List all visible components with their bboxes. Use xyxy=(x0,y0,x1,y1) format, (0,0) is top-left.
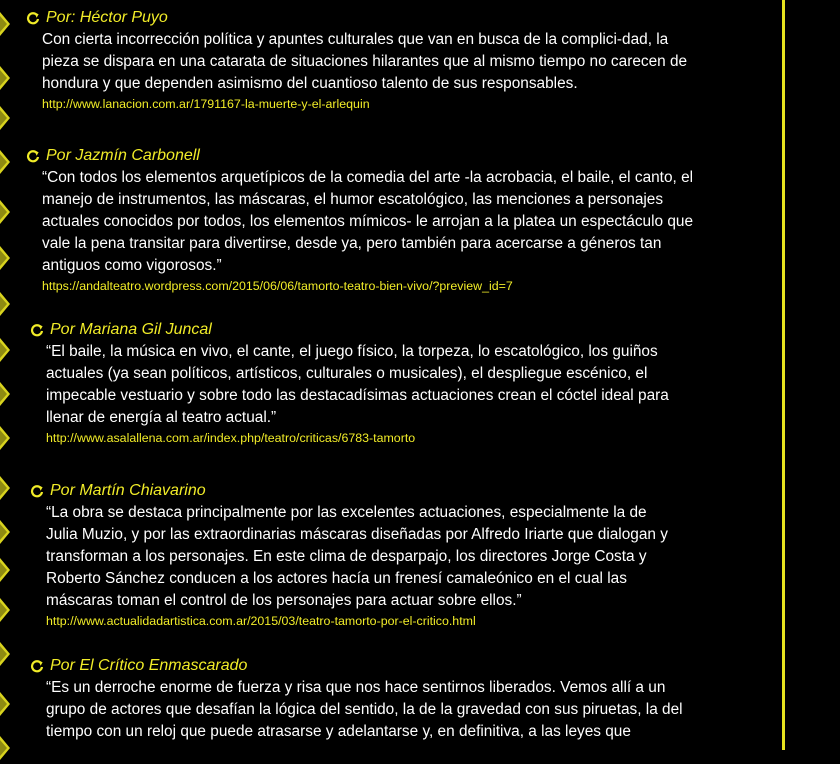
review-quote-line: “El baile, la música en vivo, el cante, el juego físico, la torpeza, lo escatológico, los guiños xyxy=(46,343,658,360)
review-quote xyxy=(42,29,687,95)
diamond-bullet-icon xyxy=(0,10,12,40)
review-author-name: Por Jazmín Carbonell xyxy=(46,147,200,164)
review-1 xyxy=(26,8,687,113)
diamond-bullet-icon xyxy=(0,556,12,586)
diamond-bullet-icon xyxy=(0,380,12,410)
review-quote-line: pieza se dispara en una catarata de situaciones hilarantes que al mismo tiempo no carecen de xyxy=(42,53,688,70)
diamond-bullet-icon xyxy=(0,518,12,548)
diamond-bullet-icon xyxy=(0,690,12,720)
diamond-bullet-icon xyxy=(0,734,12,764)
review-quote xyxy=(46,677,683,743)
review-quote xyxy=(42,167,693,277)
review-quote xyxy=(46,341,669,429)
review-author xyxy=(30,320,669,340)
review-quote-line: Con cierta incorrección política y apuntes culturales que van en busca de la complici-dad, la xyxy=(42,31,669,48)
review-quote-line: antiguos como vigorosos.” xyxy=(42,257,222,274)
review-source-link[interactable]: http://www.lanacion.com.ar/1791167-la-muerte-y-el-arlequin xyxy=(42,97,370,111)
review-quote-line: tiempo con un reloj que puede atrasarse y adelantarse y, en definitiva, a las leyes que xyxy=(46,723,631,740)
review-quote-line: “La obra se destaca principalmente por las excelentes actuaciones, especialmente la de xyxy=(46,504,647,521)
review-quote-line: grupo de actores que desafían la lógica del sentido, la de la gravedad con sus piruetas, la del xyxy=(46,701,683,718)
refresh-arrow-icon xyxy=(30,484,44,498)
review-source-link[interactable]: http://www.actualidadartistica.com.ar/2015/03/teatro-tamorto-por-el-critico.html xyxy=(46,614,476,628)
review-quote-line: actuales conocidos por todos, los elementos mímicos- le arrojan a la platea un espectáculo que xyxy=(42,213,694,230)
review-quote-line: hondura y que dependen asimismo del cuantioso talento de sus responsables. xyxy=(42,75,578,92)
refresh-arrow-icon xyxy=(30,323,44,337)
diamond-bullet-icon xyxy=(0,474,12,504)
review-author-name: Por Mariana Gil Juncal xyxy=(50,321,212,338)
review-quote xyxy=(46,502,668,612)
review-quote-line: impecable vestuario y sobre todo las destacadísimas actuaciones crean el cóctel ideal para xyxy=(46,387,669,404)
review-5 xyxy=(30,656,683,743)
review-quote-line: Julia Muzio, y por las extraordinarias máscaras diseñadas por Alfredo Iriarte que dialogan y xyxy=(46,526,668,543)
vertical-divider-line xyxy=(782,0,785,750)
review-quote-line: “Con todos los elementos arquetípicos de la comedia del arte -la acrobacia, el baile, el canto, el xyxy=(42,169,694,186)
refresh-arrow-icon xyxy=(26,11,40,25)
review-quote-line: vale la pena transitar para divertirse, desde ya, pero también para acercarse a géneros tan xyxy=(42,235,662,252)
diamond-bullet-icon xyxy=(0,198,12,228)
diamond-bullet-icon xyxy=(0,424,12,454)
review-quote-line: transforman a los personajes. En este clima de desparpajo, los directores Jorge Costa y xyxy=(46,548,647,565)
refresh-arrow-icon xyxy=(26,149,40,163)
review-4 xyxy=(30,481,668,630)
review-author xyxy=(30,481,668,501)
review-author xyxy=(26,8,687,28)
review-quote-line: manejo de instrumentos, las máscaras, el humor escatológico, las menciones a personajes xyxy=(42,191,664,208)
diamond-bullet-icon xyxy=(0,336,12,366)
review-quote-line: Roberto Sánchez conducen a los actores hacía un frenesí camaleónico en el cual las xyxy=(46,570,627,587)
review-source-link[interactable]: https://andalteatro.wordpress.com/2015/06/06/tamorto-teatro-bien-vivo/?preview_id=7 xyxy=(42,279,513,293)
review-quote-line: “Es un derroche enorme de fuerza y risa que nos hace sentirnos liberados. Vemos allí a un xyxy=(46,679,666,696)
diamond-bullet-icon xyxy=(0,148,12,178)
diamond-bullet-icon xyxy=(0,64,12,94)
review-quote-line: máscaras toman el control de los personajes para actuar sobre ellos.” xyxy=(46,592,522,609)
diamond-bullet-icon xyxy=(0,244,12,274)
review-author xyxy=(30,656,683,676)
diamond-bullet-icon xyxy=(0,596,12,626)
review-author-name: Por El Crítico Enmascarado xyxy=(50,657,248,674)
diamond-bullet-icon xyxy=(0,104,12,134)
review-author xyxy=(26,146,693,166)
diamond-bullet-icon xyxy=(0,290,12,320)
review-author-name: Por Martín Chiavarino xyxy=(50,482,206,499)
review-quote-line: llenar de energía al teatro actual.” xyxy=(46,409,277,426)
review-quote-line: actuales (ya sean políticos, artísticos, culturales o musicales), el despliegue escénico, el xyxy=(46,365,648,382)
review-author-name: Por: Héctor Puyo xyxy=(46,9,168,26)
review-2 xyxy=(26,146,693,295)
refresh-arrow-icon xyxy=(30,659,44,673)
review-3 xyxy=(30,320,669,447)
review-source-link[interactable]: http://www.asalallena.com.ar/index.php/teatro/criticas/6783-tamorto xyxy=(46,431,416,445)
diamond-bullet-icon xyxy=(0,640,12,670)
